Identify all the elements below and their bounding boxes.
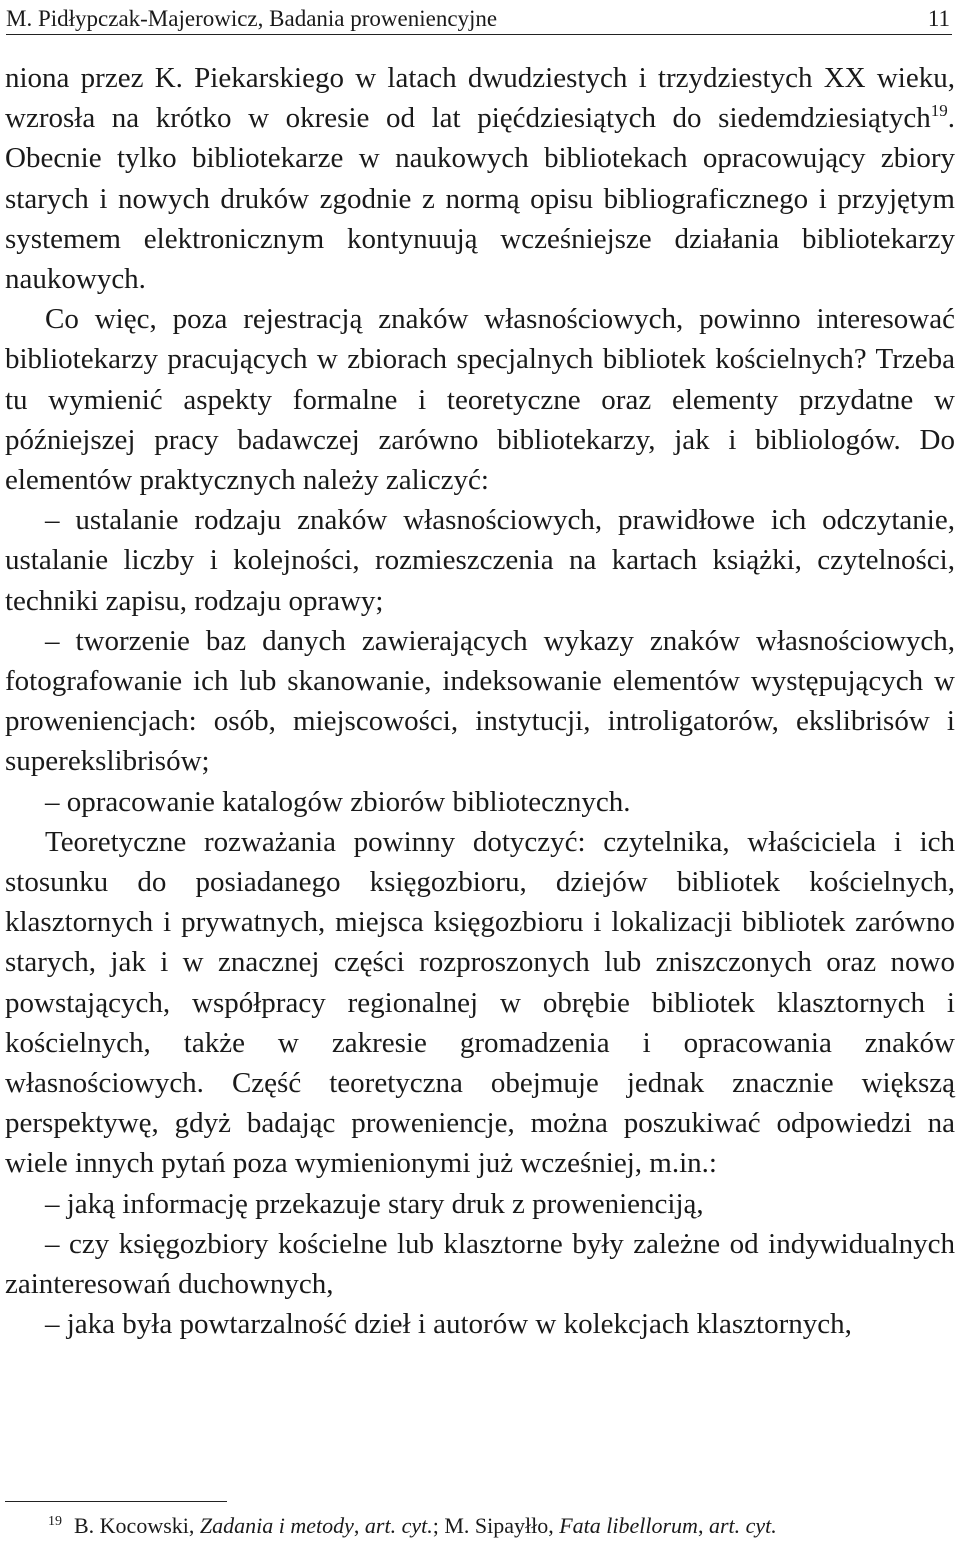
footnote-text-3: ; M. Sipayłło, bbox=[432, 1513, 560, 1538]
running-title: M. Pidłypczak-Majerowicz, Badania proweniencyjne bbox=[6, 6, 498, 31]
footnote-text-4: , bbox=[697, 1513, 709, 1538]
footnote-ref-19[interactable]: 19 bbox=[930, 101, 948, 121]
list-1-item-2: – tworzenie baz danych zawierających wykazy znaków własnościowych, fotografowanie ich lub skanowanie, indeksowanie elementów występujących w proweniencjach: osób, miejscowości, instytucji, introligatorów, ekslibrisów i superekslibrisów; bbox=[5, 624, 955, 778]
main-text bbox=[5, 58, 955, 1345]
list-1-item-3: – opracowanie katalogów zbiorów bibliotecznych. bbox=[45, 785, 631, 818]
paragraph-1 bbox=[5, 58, 955, 299]
footnote-title-2: Fata libellorum bbox=[559, 1513, 698, 1538]
list-1-item-1: – ustalanie rodzaju znaków własnościowych, prawidłowe ich odczytanie, ustalanie liczby i kolejności, rozmieszczenia na kartach książki, czytelności, techniki zapisu, rodzaju oprawy; bbox=[5, 504, 955, 617]
paragraph-3: Teoretyczne rozważania powinny dotyczyć: czytelnika, właściciela i ich stosunku do posiadanego księgozbioru, dziejów bibliotek kościelnych, klasztornych i prywatnych, miejsca księgozbioru i lokalizacji bibliotek zarówno starych, jak i w znacznej części rozproszonych lub zniszczonych oraz nowo powstających, współpracy regionalnej w obrębie bibliotek klasztornych i kościelnych, także w zakresie gromadzenia i opracowania znaków własnościowych. Część teoretyczna obejmuje jednak znacznie większą perspektywę, gdyż badając proweniencje, można poszukiwać odpowiedzi na wiele innych pytań poza wymienionymi już wcześniej, m.in.: bbox=[5, 825, 955, 1180]
footnote-19 bbox=[48, 1512, 777, 1540]
paragraph-2: Co więc, poza rejestracją znaków własnościowych, powinno interesować bibliotekarzy pracujących w zbiorach specjalnych bibliotek kościelnych? Trzeba tu wymienić aspekty formalne i teoretyczne oraz elementy przydatne w późniejszej pracy badawczej zarówno bibliotekarzy, jak i bibliologów. Do elementów praktycznych należy zaliczyć: bbox=[5, 303, 955, 497]
list-2-item-1: – jaką informację przekazuje stary druk z prowenienciją, bbox=[45, 1187, 704, 1220]
running-header bbox=[6, 0, 952, 35]
footnote-separator bbox=[5, 1501, 227, 1502]
footnote-text-1: B. Kocowski, bbox=[74, 1513, 200, 1538]
paragraph-1-part-b: . Obecnie tylko bibliotekarze w naukowych bibliotekach opracowujący zbiory starych i nowych druków zgodnie z normą opisu bibliograficznego i przyjętym systemem elektronicznym kontynuują wcześniejsze działania bibliotekarzy naukowych. bbox=[5, 102, 955, 296]
list-2-item-2: – czy księgozbiory kościelne lub klasztorne były zależne od indywidualnych zainteresowań duchownych, bbox=[5, 1227, 955, 1301]
paragraph-1-part-a: niona przez K. Piekarskiego w latach dwudziestych i trzydziestych XX wieku, wzrosła na krótko w okresie od lat pięćdziesiątych do siedemdziesiątych bbox=[5, 62, 955, 135]
footnote-text-2: , bbox=[353, 1513, 365, 1538]
footnote-number: 19 bbox=[48, 1514, 62, 1529]
footnote-cyt-2: art. cyt. bbox=[708, 1513, 777, 1538]
list-2-item-3: – jaka była powtarzalność dzieł i autorów w kolekcjach klasztornych, bbox=[45, 1308, 852, 1341]
footnote-cyt-1: art. cyt. bbox=[364, 1513, 433, 1538]
page-number: 11 bbox=[927, 6, 950, 31]
footnote-title-1: Zadania i metody bbox=[199, 1513, 354, 1538]
